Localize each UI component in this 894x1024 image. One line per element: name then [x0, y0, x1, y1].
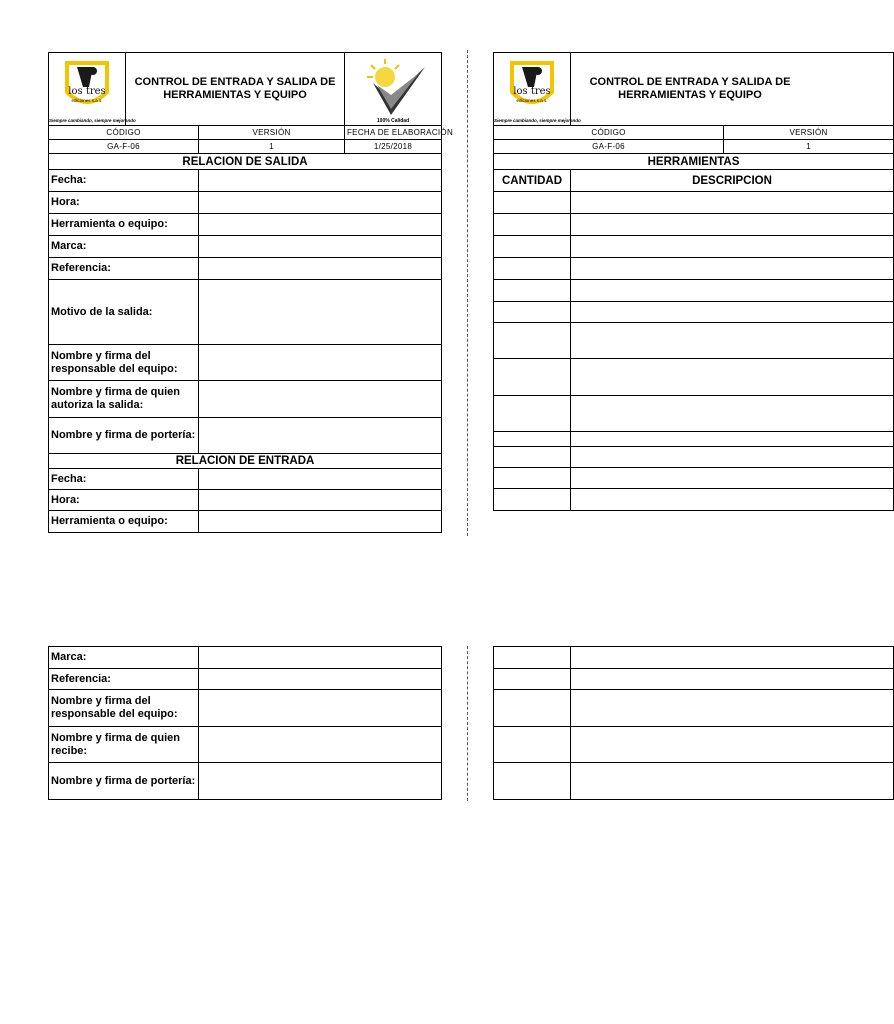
salida-row-porteria: Nombre y firma de portería: — [49, 418, 442, 454]
right-row — [494, 323, 894, 359]
header-row — [49, 53, 442, 126]
right-row — [494, 280, 894, 302]
right-row — [494, 727, 894, 763]
entrada-row-porteria: Nombre y firma de portería: — [49, 763, 442, 800]
cut-line-bottom — [467, 646, 468, 801]
salida-herramienta-field[interactable] — [199, 214, 442, 236]
version-header: VERSIÓN — [199, 126, 345, 140]
entrada-porteria-field[interactable] — [199, 763, 442, 800]
right-row — [494, 690, 894, 727]
seal-caption: 100% Calidad — [376, 118, 410, 124]
form-title-right: CONTROL DE ENTRADA Y SALIDA DE HERRAMIENTAS Y EQUIPO — [589, 76, 791, 101]
entrada-row-fecha: Fecha: — [49, 469, 442, 490]
right-row — [494, 447, 894, 468]
codigo-value: GA-F-06 — [49, 140, 199, 154]
company-logo-right: los tres ediciones s.a.s. Siempre cambiando, siempre mejorando — [494, 53, 571, 125]
entrada-row-referencia: Referencia: — [49, 669, 442, 690]
left-form-table — [48, 52, 454, 533]
right-row — [494, 432, 894, 447]
right-row — [494, 258, 894, 280]
entrada-responsable-field[interactable] — [199, 690, 442, 727]
entrada-recibe-field[interactable] — [199, 727, 442, 763]
salida-hora-field[interactable] — [199, 192, 442, 214]
salida-row-hora: Hora: — [49, 192, 442, 214]
entrada-heading: RELACION DE ENTRADA — [49, 454, 442, 469]
right-row — [494, 647, 894, 669]
salida-porteria-field[interactable] — [199, 418, 442, 454]
right-form-clip — [493, 52, 828, 536]
entrada-fecha-field[interactable] — [199, 469, 442, 490]
right-row — [494, 468, 894, 489]
entrada-row-hora: Hora: — [49, 490, 442, 511]
salida-fecha-field[interactable] — [199, 170, 442, 192]
entrada-hora-field[interactable] — [199, 490, 442, 511]
salida-row-responsable: Nombre y firma del responsable del equipo: — [49, 345, 442, 381]
left-form-table-continued — [48, 646, 442, 800]
right-row — [494, 763, 894, 800]
codigo-header: CÓDIGO — [49, 126, 199, 140]
logo-tagline: Siempre cambiando, siempre mejorando — [49, 118, 136, 123]
right-row — [494, 669, 894, 690]
cantidad-header: CANTIDAD — [494, 170, 571, 192]
salida-autoriza-field[interactable] — [199, 381, 442, 418]
logo-name: los tres — [68, 86, 106, 97]
right-form-clip-continued — [493, 646, 695, 802]
right-row — [494, 359, 894, 396]
salida-row-herramienta: Herramienta o equipo: — [49, 214, 442, 236]
form-title: CONTROL DE ENTRADA Y SALIDA DE HERRAMIENTAS Y EQUIPO — [134, 76, 336, 101]
right-row — [494, 489, 894, 511]
right-form-table: los tres ediciones s.a.s. Siempre cambiando, siempre mejorando CONTROL DE ENTRADA Y SALIDA DE HERRAMIENTAS Y EQUIPO CÓDIGO VERSIÓN GA-F-06 1 HERRAMIENTAS CANTIDAD DESCRIPCION — [493, 52, 894, 511]
right-row — [494, 396, 894, 432]
salida-row-marca: Marca: — [49, 236, 442, 258]
salida-row-autoriza: Nombre y firma de quien autoriza la salida: — [49, 381, 442, 418]
company-logo — [49, 53, 136, 125]
entrada-marca-field[interactable] — [199, 647, 442, 669]
descripcion-header: DESCRIPCION — [571, 170, 894, 192]
entrada-row-marca: Marca: — [49, 647, 442, 669]
entrada-row-herramienta: Herramienta o equipo: — [49, 511, 442, 533]
fecha-elaboracion-value: 1/25/2018 — [345, 140, 442, 154]
salida-row-referencia: Referencia: — [49, 258, 442, 280]
right-row — [494, 214, 894, 236]
salida-marca-field[interactable] — [199, 236, 442, 258]
right-form-table-continued — [493, 646, 894, 800]
salida-referencia-field[interactable] — [199, 258, 442, 280]
herramientas-heading: HERRAMIENTAS — [494, 154, 894, 170]
right-row — [494, 236, 894, 258]
right-row — [494, 192, 894, 214]
salida-motivo-field[interactable] — [199, 280, 442, 345]
entrada-referencia-field[interactable] — [199, 669, 442, 690]
salida-responsable-field[interactable] — [199, 345, 442, 381]
logo-sub: ediciones s.a.s. — [71, 98, 103, 103]
quality-seal — [344, 53, 441, 125]
entrada-row-recibe: Nombre y firma de quien recibe: — [49, 727, 442, 763]
entrada-herramienta-field[interactable] — [199, 511, 442, 533]
quality-check-icon — [345, 53, 441, 125]
salida-heading: RELACION DE SALIDA — [49, 154, 442, 170]
cut-line-top — [467, 50, 468, 536]
right-row — [494, 302, 894, 323]
salida-row-motivo: Motivo de la salida: — [49, 280, 442, 345]
salida-row-fecha: Fecha: — [49, 170, 442, 192]
version-value: 1 — [199, 140, 345, 154]
fecha-elaboracion-header: FECHA DE ELABORACIÓN — [345, 126, 442, 140]
entrada-row-responsable: Nombre y firma del responsable del equipo: — [49, 690, 442, 727]
